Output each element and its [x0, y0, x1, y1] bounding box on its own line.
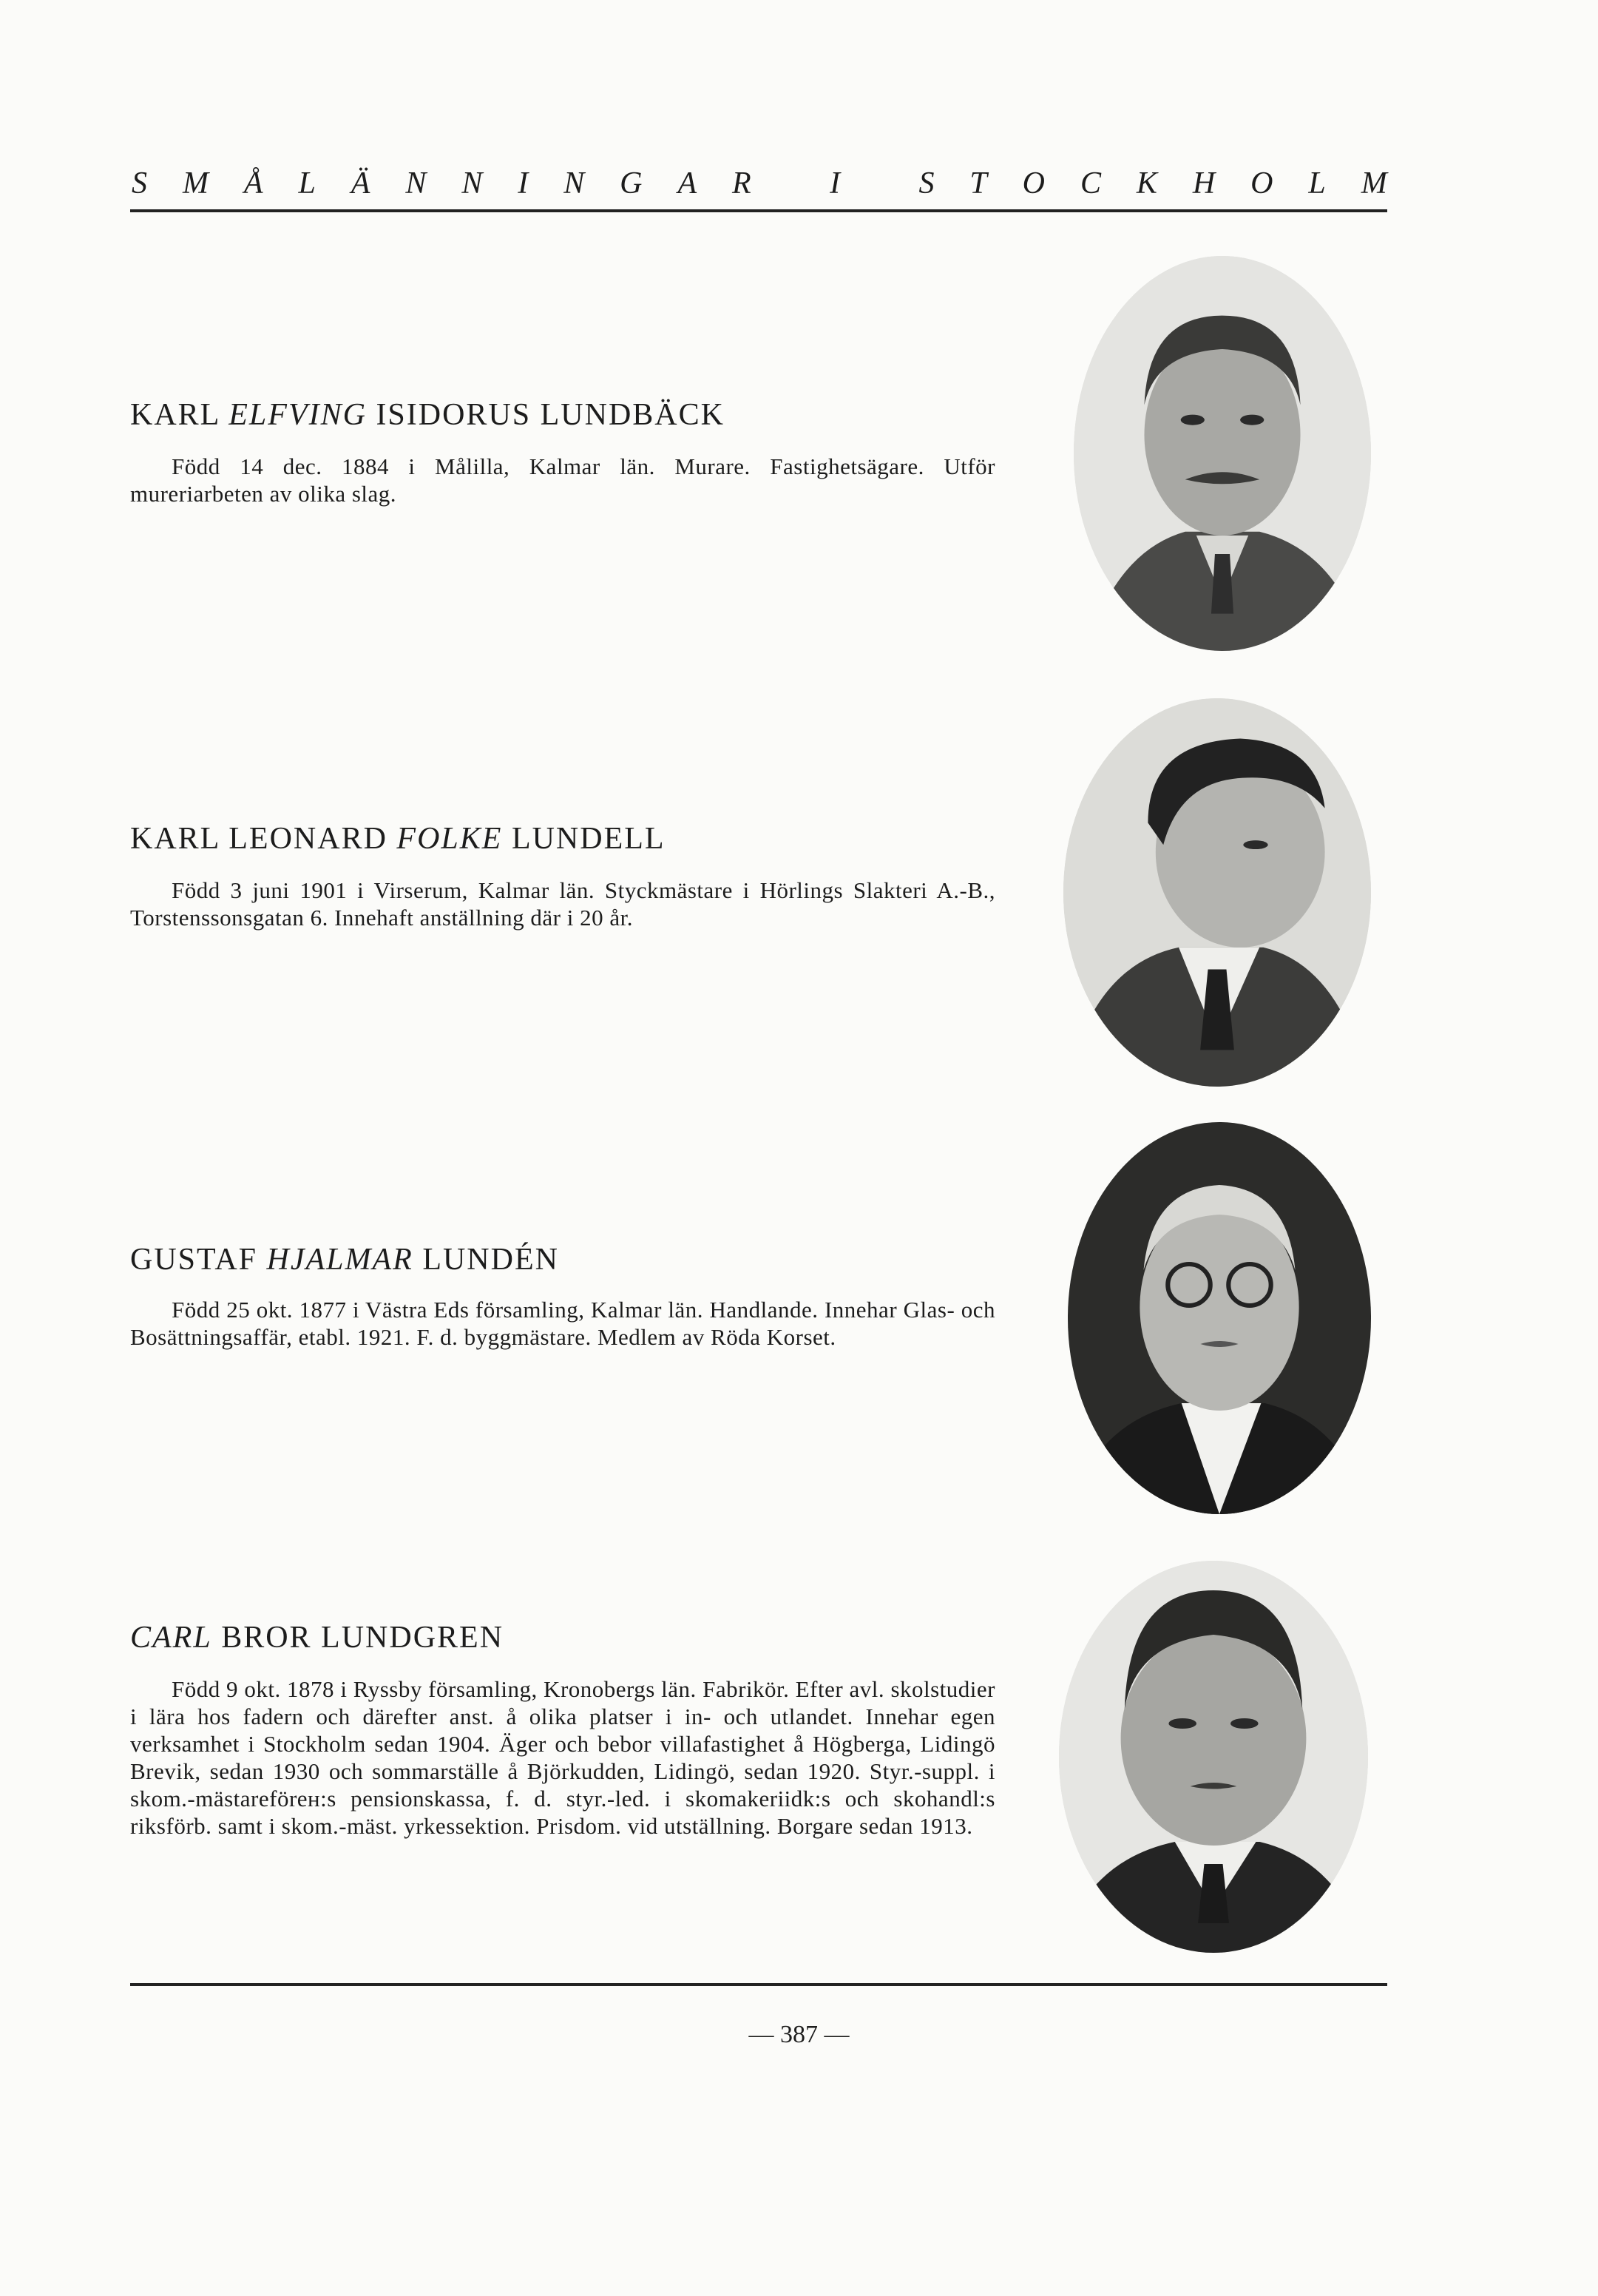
entry-name-lundback: KARL ELFVING ISIDORUS LUNDBÄCK	[130, 398, 725, 432]
portrait-photo-lundback	[1074, 256, 1371, 651]
page-number: — 387 —	[748, 2021, 850, 2048]
entry-text-lundback: Född 14 dec. 1884 i Målilla, Kalmar län. Murare. Fastighetsägare. Utför mureriarbeten av olika slag.	[130, 453, 995, 507]
running-title-letter: N	[563, 166, 585, 200]
header-rule	[130, 209, 1387, 212]
entry-name-lunden: GUSTAF HJALMAR LUNDÉN	[130, 1243, 559, 1277]
running-title-letter: S	[132, 166, 147, 200]
running-title-letter: K	[1136, 166, 1157, 200]
running-title-letter: A	[677, 166, 697, 200]
running-title-letter: M	[182, 166, 209, 200]
portrait-photo-lunden	[1068, 1122, 1371, 1514]
running-title-letter	[876, 166, 884, 201]
running-title-letter: L	[298, 166, 316, 200]
running-title-letter: O	[1022, 166, 1046, 200]
running-title-letter: I	[830, 166, 841, 200]
entry-text-lundell: Född 3 juni 1901 i Virserum, Kalmar län. Styckmästare i Hörlings Slakteri A.-B., Torstenssonsgatan 6. Innehaft anställning där i 20 år.	[130, 877, 995, 931]
running-title-letter: H	[1192, 166, 1216, 200]
portrait-photo-lundell	[1063, 698, 1371, 1087]
running-title-letter: N	[461, 166, 483, 200]
running-title-letter: S	[918, 166, 935, 200]
entry-name-lundell: KARL LEONARD FOLKE LUNDELL	[130, 822, 666, 856]
running-title-letter: I	[518, 166, 529, 200]
running-title-letter: Ä	[351, 166, 370, 200]
running-title-letter: N	[405, 166, 427, 200]
footer-rule	[130, 1983, 1387, 1986]
running-title	[132, 166, 1387, 201]
running-title-letter: Å	[243, 166, 263, 200]
running-title-letter	[787, 166, 795, 201]
running-title-letter: C	[1080, 166, 1101, 200]
running-title-letter: L	[1308, 166, 1326, 200]
running-title-letter: R	[732, 166, 751, 200]
running-title-letter: G	[620, 166, 643, 200]
entry-name-lundgren: CARL BROR LUNDGREN	[130, 1621, 504, 1655]
running-title-letter: M	[1361, 166, 1387, 200]
running-title-letter: T	[969, 166, 987, 200]
portrait-photo-lundgren	[1059, 1561, 1368, 1953]
entry-text-lunden: Född 25 okt. 1877 i Västra Eds församling, Kalmar län. Handlande. Innehar Glas- och Bosättningsaffär, etabl. 1921. F. d. byggmästare. Medlem av Röda Korset.	[130, 1297, 995, 1350]
running-title-letter: O	[1250, 166, 1273, 200]
entry-text-lundgren: Född 9 okt. 1878 i Ryssby församling, Kronobergs län. Fabrikör. Efter avl. skolstudier i lära hos fadern och därefter anst. å olika platser i in- och utlandet. Innehar egen verksamhet i Stockholm sedan 1904. Äger och bebor villafastighet å Högberga, Lidingö Brevik, sedan 1930 och sommarställe å Björkudden, Lidingö, sedan 1920. Styr.-suppl. i skom.-mästareförен:s pensionskassa, f. d. styr.-led. i skomakeriidk:s och skohandl:s riksförb. samt i skom.-mäst. yrkessektion. Prisdom. vid utställning. Borgare sedan 1913.	[130, 1676, 995, 1839]
